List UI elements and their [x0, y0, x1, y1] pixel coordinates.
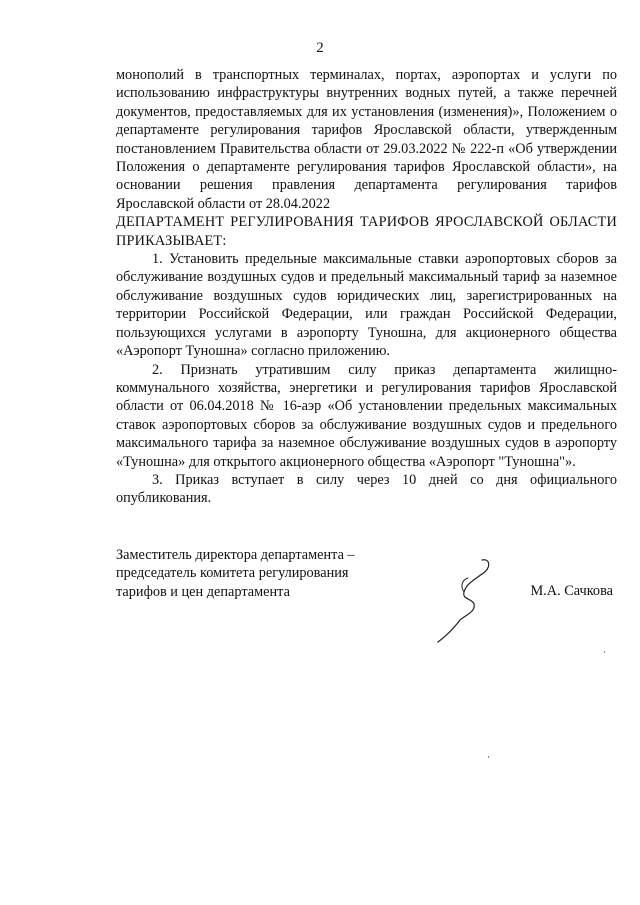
intro-paragraph: монополий в транспортных терминалах, портах, аэропортах и услуги по использованию инфраструктуры внутренних водных путей, а также перечней документов, предоставляемых для их установления (изменения)», Положением о департаменте регулирования тарифов Ярославской области, утвержденным постановлением Правительства области от 29.03.2022 № 222-п «Об утверждении Положения о департаменте регулирования тарифов Ярославской области», на основании решения правления департамента регулирования тарифов Ярославской области от 28.04.2022 — [116, 67, 617, 212]
clause-3: 3. Приказ вступает в силу через 10 дней со дня официального опубликования. — [116, 471, 617, 507]
clause-2: 2. Признать утратившим силу приказ департамента жилищно-коммунального хозяйства, энергетики и регулирования тарифов Ярославской области от 06.04.2018 № 16-аэр «Об установлении предельных максимальных ставок аэропортовых сборов за обслуживание воздушных судов и предельного максимального тарифа за наземное обслуживание воздушных судов в аэропорту «Туношна» для открытого акционерного общества «Аэропорт "Туношна"». — [116, 361, 617, 470]
document-body — [116, 66, 617, 508]
signatory-title-line: председатель комитета регулирования — [116, 565, 349, 582]
signatory-title-line: тарифов и цен департамента — [116, 583, 290, 600]
clause-1: 1. Установить предельные максимальные ставки аэропортовых сборов за обслуживание воздушных судов и предельный максимальный тариф за наземное обслуживание воздушных судов юридических лиц, зарегистрированных на территории Российской Федерации, или граждан Российской Федерации, пользующихся услугами в аэропорту Туношна, для акционерного общества «Аэропорт Туношна» согласно приложению. — [116, 251, 617, 360]
scan-speck — [604, 651, 605, 653]
decree-heading: ДЕПАРТАМЕНТ РЕГУЛИРОВАНИЯ ТАРИФОВ ЯРОСЛАВСКОЙ ОБЛАСТИ ПРИКАЗЫВАЕТ: — [116, 214, 617, 249]
signature-block — [116, 546, 617, 601]
scan-speck — [488, 756, 489, 758]
signatory-title-line: Заместитель директора департамента – — [116, 547, 355, 563]
page-number: 2 — [316, 40, 324, 56]
signatory-title — [116, 546, 416, 601]
signatory-name: М.А. Сачкова — [530, 583, 613, 599]
handwritten-signature — [430, 556, 500, 646]
